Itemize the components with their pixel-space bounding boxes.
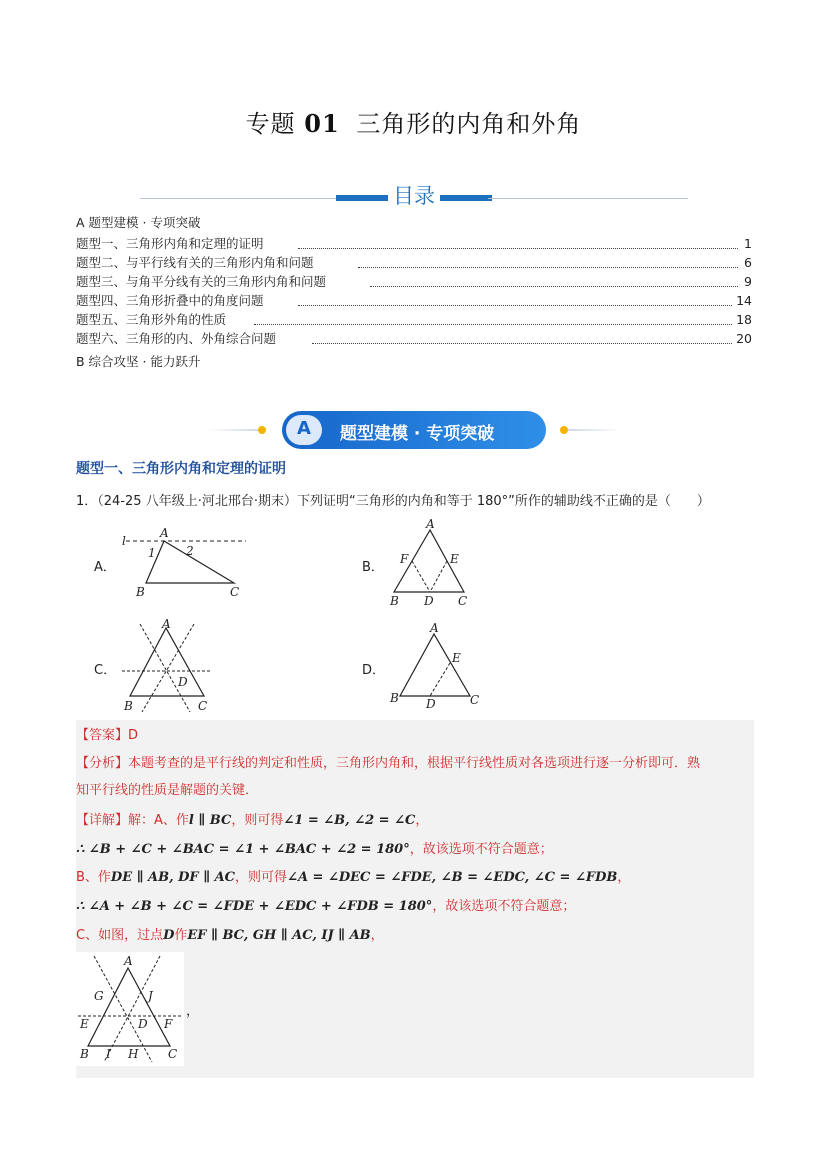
toc-right-bar — [440, 195, 492, 201]
aux-line-de — [430, 663, 450, 696]
title-rest: 三角形的内角和外角 — [356, 110, 582, 138]
toc-item-6[interactable] — [76, 330, 752, 348]
toc-item-label: 题型四、三角形折叠中的角度问题 — [76, 293, 264, 308]
option-c-label: C． — [94, 663, 117, 678]
question-stem-text: 下列证明“三角形的内角和等于 180°”所作的辅助线不正确的是（ ） — [296, 494, 710, 509]
toc-item-label: 题型六、三角形的内、外角综合问题 — [76, 331, 277, 346]
toc-item-4[interactable] — [76, 292, 752, 310]
toc-heading: 目录 — [393, 184, 435, 208]
detail-line-b2 — [76, 895, 575, 914]
figure-option-d — [384, 616, 494, 712]
detail-line-c — [76, 924, 384, 943]
label-e: E — [452, 651, 461, 665]
triangle-abc — [400, 634, 470, 696]
analysis-line-1 — [76, 752, 700, 771]
triangle-abc — [88, 968, 170, 1046]
toc-item-page: 6 — [744, 255, 752, 270]
answer-label: 【答案】 — [76, 728, 129, 743]
detail-text: ， — [370, 928, 384, 943]
toc-leader — [254, 311, 732, 325]
detail-math: D — [163, 928, 175, 943]
option-b-label: B． — [362, 560, 384, 575]
aux-line-gh — [140, 624, 190, 712]
label-1: 1 — [148, 546, 156, 560]
label-a: A — [430, 621, 439, 635]
analysis-text-1: 本题考查的是平行线的判定和性质，三角形内角和，根据平行线性质对各选项进行逐一分析即可．熟 — [128, 756, 701, 771]
toc-item-5[interactable] — [76, 311, 752, 329]
banner-left-line — [206, 429, 266, 431]
label-i: I — [106, 1047, 111, 1061]
detail-text: ，则可得 — [231, 813, 284, 828]
answer-value: D — [128, 728, 139, 743]
detail-label: 【详解】 — [76, 813, 129, 828]
question-type-heading: 题型一、三角形内角和定理的证明 — [76, 461, 286, 477]
label-f: F — [164, 1017, 173, 1031]
figure-option-b — [384, 516, 484, 610]
question-number: 1． — [76, 494, 98, 509]
detail-math: ∠A = ∠DEC = ∠FDE, ∠B = ∠EDC, ∠C = ∠FDB — [287, 870, 618, 885]
banner-right-dot — [560, 426, 568, 434]
label-e: E — [80, 1017, 89, 1031]
answer-line — [76, 724, 138, 743]
detail-text: C、如图，过点 — [76, 928, 164, 943]
detail-line-b — [76, 866, 630, 885]
toc-item-label: 题型五、三角形外角的性质 — [76, 312, 227, 327]
aux-line-df — [412, 561, 430, 592]
label-a: A — [160, 526, 169, 540]
detail-text: 作 — [174, 928, 188, 943]
detail-line-a2 — [76, 838, 553, 857]
toc-leader — [298, 292, 732, 306]
figure-option-c — [118, 616, 218, 716]
toc-left-line — [140, 198, 340, 199]
toc-section-a: A 题型建模 · 专项突破 — [76, 215, 201, 230]
label-h: H — [128, 1047, 139, 1061]
title-number: 01 — [304, 109, 340, 138]
toc-item-label: 题型三、与角平分线有关的三角形内角和问题 — [76, 274, 327, 289]
label-g: G — [94, 989, 104, 1003]
title-prefix: 专题 — [245, 110, 296, 138]
detail-math: l ∥ BC — [188, 813, 232, 828]
label-l: l — [122, 534, 126, 548]
detail-text: ， — [415, 813, 429, 828]
toc-item-1[interactable] — [76, 235, 752, 253]
detail-text: B、作 — [76, 870, 111, 885]
label-j: J — [148, 989, 153, 1003]
triangle-abc — [130, 628, 204, 696]
label-c: C — [470, 693, 480, 707]
detail-text: ，故该选项不符合题意； — [409, 842, 553, 857]
toc-leader — [370, 273, 738, 287]
toc-item-2[interactable] — [76, 254, 752, 272]
label-a: A — [124, 954, 133, 968]
aux-line-ij — [142, 624, 194, 712]
banner-left-dot — [258, 426, 266, 434]
label-a: A — [426, 517, 435, 531]
aux-line-de — [430, 561, 447, 592]
figure-answer-c — [76, 952, 184, 1066]
detail-math: ∴ ∠A + ∠B + ∠C = ∠FDE + ∠EDC + ∠FDB = 180° — [76, 899, 433, 914]
toc-item-3[interactable] — [76, 273, 752, 291]
toc-item-label: 题型二、与平行线有关的三角形内角和问题 — [76, 255, 314, 270]
analysis-label: 【分析】 — [76, 756, 129, 771]
toc-item-page: 1 — [744, 236, 752, 251]
banner-text: 题型建模 · 专项突破 — [340, 424, 495, 444]
detail-line-a — [76, 809, 428, 828]
label-d: D — [138, 1017, 148, 1031]
banner-right-line — [562, 429, 622, 431]
label-b: B — [136, 585, 145, 599]
toc-item-page: 14 — [736, 293, 752, 308]
detail-math: DE ∥ AB, DF ∥ AC — [110, 870, 236, 885]
detail-text: ， — [617, 870, 631, 885]
analysis-line-2: 知平行线的性质是解题的关键． — [76, 783, 259, 798]
toc-item-label: 题型一、三角形内角和定理的证明 — [76, 236, 264, 251]
detail-math: EF ∥ BC, GH ∥ AC, IJ ∥ AB — [187, 928, 371, 943]
label-b: B — [80, 1047, 89, 1061]
label-c: C — [230, 585, 240, 599]
detail-text: ，故该选项不符合题意； — [432, 899, 576, 914]
detail-math: ∠1 = ∠B, ∠2 = ∠C — [283, 813, 416, 828]
label-c: C — [458, 594, 468, 608]
toc-item-page: 18 — [736, 312, 752, 327]
question-stem — [76, 490, 710, 509]
figure-option-a — [118, 524, 258, 604]
label-2: 2 — [186, 544, 194, 558]
detail-text: 解：A、作 — [128, 813, 189, 828]
toc-item-page: 9 — [744, 274, 752, 289]
label-c: C — [198, 699, 208, 713]
label-d: D — [178, 675, 188, 689]
toc-leader — [298, 235, 738, 249]
label-b: B — [390, 691, 399, 705]
label-c: C — [168, 1047, 178, 1061]
label-d: D — [426, 697, 436, 711]
figure-trailing-comma: ， — [186, 1004, 200, 1019]
detail-text: ，则可得 — [235, 870, 288, 885]
label-f: F — [400, 552, 409, 566]
toc-section-b: B 综合攻坚 · 能力跃升 — [76, 354, 201, 369]
toc-item-page: 20 — [736, 331, 752, 346]
label-b: B — [124, 699, 133, 713]
option-a-label: A． — [94, 560, 116, 575]
section-banner — [206, 408, 622, 452]
label-e: E — [450, 552, 459, 566]
option-d-label: D． — [362, 663, 386, 678]
page-title — [0, 104, 827, 139]
label-a: A — [162, 617, 171, 631]
toc-right-line — [488, 198, 688, 199]
toc-leader — [312, 330, 732, 344]
banner-letter: A — [297, 418, 311, 439]
detail-math: ∴ ∠B + ∠C + ∠BAC = ∠1 + ∠BAC + ∠2 = 180° — [76, 842, 410, 857]
label-b: B — [390, 594, 399, 608]
question-source: （24-25 八年级上·河北邢台·期末） — [97, 494, 297, 509]
label-d: D — [424, 594, 434, 608]
toc-heading-bar — [140, 180, 688, 210]
toc-leader — [358, 254, 738, 268]
